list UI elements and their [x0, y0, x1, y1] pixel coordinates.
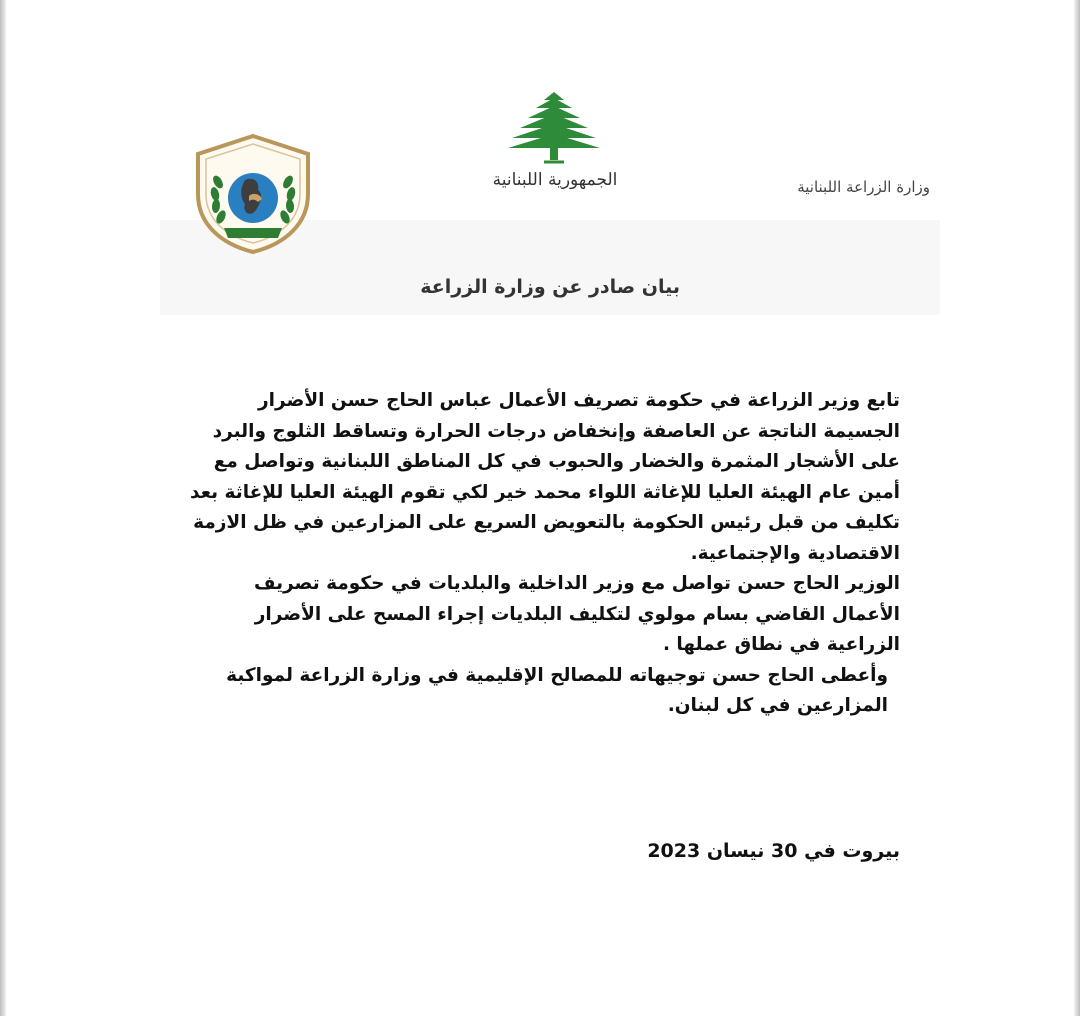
statement-title: بيان صادر عن وزارة الزراعة: [420, 276, 680, 298]
paragraph-3: وأعطى الحاج حسن توجيهاته للمصالح الإقليمية في وزارة الزراعة لمواكبة المزارعين في كل لبنان.: [226, 664, 888, 716]
page-edge-left: [0, 0, 6, 1016]
paragraph-1: تابع وزير الزراعة في حكومة تصريف الأعمال عباس الحاج حسن الأضرار الجسيمة الناتجة عن العاصفة وإنخفاض درجات الحرارة وتساقط الثلوج والبرد على الأشجار المثمرة والخضار والحبوب في كل المناطق اللبنانية وتواصل مع أمين عام الهيئة العليا للإغاثة اللواء محمد خير لكي تقوم الهيئة العليا للإغاثة بعد تكليف من قبل رئيس الحكومة بالتعويض السريع على المزارعين في ظل الازمة الاقتصادية والإجتماعية.: [190, 390, 900, 564]
date-line: بيروت في 30 نيسان 2023: [647, 840, 900, 862]
republic-name: الجمهورية اللبنانية: [492, 170, 618, 190]
ministry-name: وزارة الزراعة اللبنانية: [797, 178, 930, 196]
ministry-emblem-logo: [190, 132, 316, 256]
paragraph-2: الوزير الحاج حسن تواصل مع وزير الداخلية والبلديات في حكومة تصريف الأعمال القاضي بسام مولوي لتكليف البلديات إجراء المسح على الأضرار الزراعية في نطاق عملها .: [254, 573, 900, 655]
cedar-tree-logo: [506, 90, 602, 166]
statement-body: [190, 386, 900, 722]
page-edge-right: [1074, 0, 1080, 1016]
